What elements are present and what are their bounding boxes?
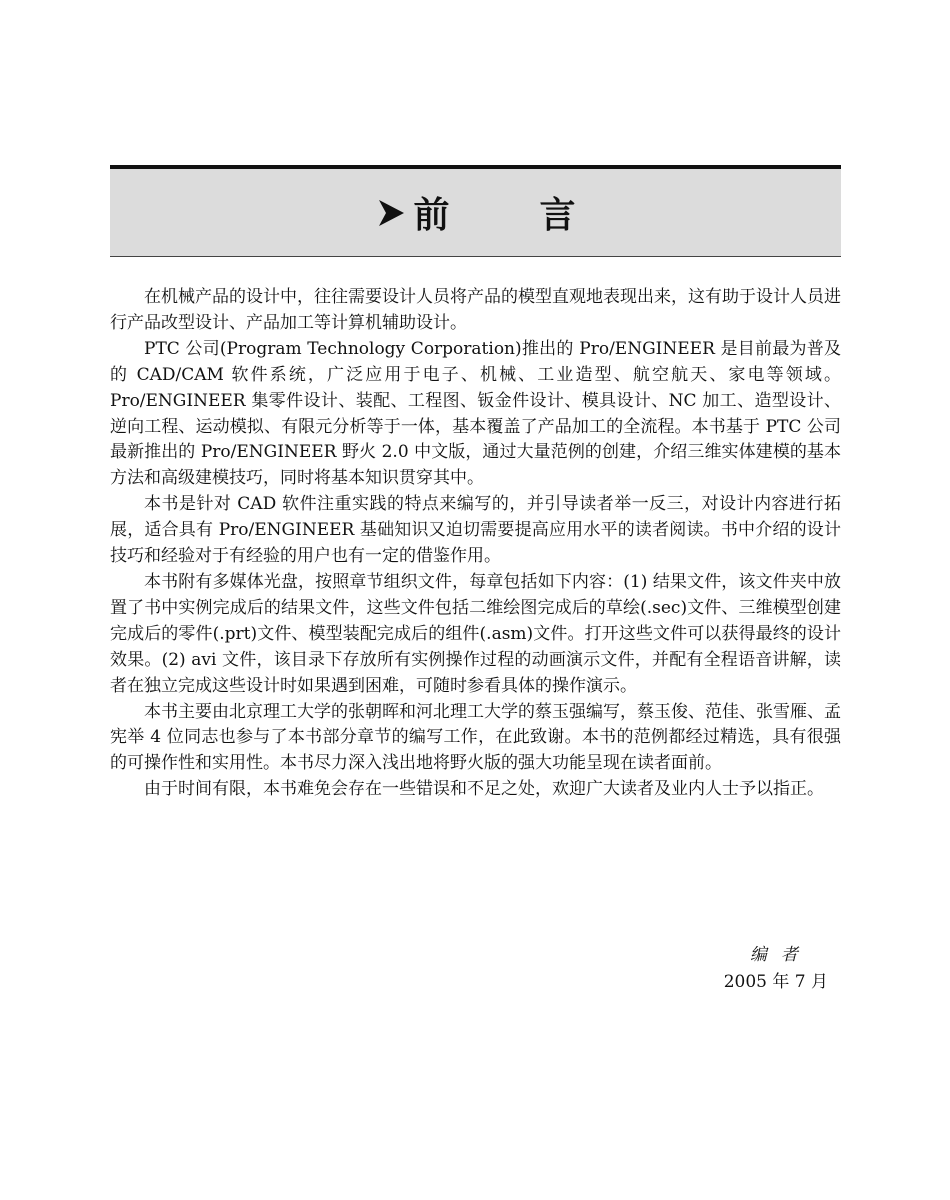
title-bar <box>110 165 841 257</box>
paragraph-5: 本书主要由北京理工大学的张朝晖和河北理工大学的蔡玉强编写，蔡玉俊、范佳、张雪雁、孟宪举 4 位同志也参与了本书部分章节的编写工作，在此致谢。本书的范例都经过精选，具有很强的可操作性和实用性。本书尽力深入浅出地将野火版的强大功能呈现在读者面前。 <box>110 701 841 774</box>
paragraph-2: PTC 公司(Program Technology Corporation)推出的 Pro/ENGINEER 是目前最为普及的 CAD/CAM 软件系统，广泛应用于电子、机械、工业造型、航空航天、家电等领域。Pro/ENGINEER 集零件设计、装配、工程图、钣金件设计、模具设计、NC 加工、造型设计、逆向工程、运动模拟、有限元分析等于一体，基本覆盖了产品加工的全流程。本书基于 PTC 公司最新推出的 Pro/ENGINEER 野火 2.0 中文版，通过大量范例的创建，介绍三维实体建模的基本方法和高级建模技巧，同时将基本知识贯穿其中。 <box>110 338 841 489</box>
signature-date: 2005 年 7 月 <box>723 972 828 992</box>
signature-block <box>724 942 828 996</box>
title-first-char: 前 <box>413 195 450 236</box>
paragraph-3: 本书是针对 CAD 软件注重实践的特点来编写的，并引导读者举一反三，对设计内容进行拓展，适合具有 Pro/ENGINEER 基础知识又迫切需要提高应用水平的读者阅读。书中介绍的设计技巧和经验对于有经验的用户也有一定的借鉴作用。 <box>110 494 841 567</box>
title-second-char: 言 <box>539 195 576 236</box>
page-title <box>375 187 575 238</box>
signature-author: 编者 <box>749 945 812 965</box>
paragraph-6: 由于时间有限，本书难免会存在一些错误和不足之处，欢迎广大读者及业内人士予以指正。 <box>144 779 824 800</box>
arrow-right-icon <box>375 197 407 229</box>
paragraph-4: 本书附有多媒体光盘，按照章节组织文件，每章包括如下内容：(1) 结果文件，该文件夹中放置了书中实例完成后的结果文件，这些文件包括二维绘图完成后的草绘(.sec)文件、三维模型创建完成后的零件(.prt)文件、模型装配完成后的组件(.asm)文件。打开这些文件可以获得最终的设计效果。(2) avi 文件，该目录下存放所有实例操作过程的动画演示文件，并配有全程语音讲解，读者在独立完成这些设计时如果遇到困难，可随时参看具体的操作演示。 <box>110 571 841 696</box>
preface-body <box>110 285 841 803</box>
paragraph-1: 在机械产品的设计中，往往需要设计人员将产品的模型直观地表现出来，这有助于设计人员进行产品改型设计、产品加工等计算机辅助设计。 <box>110 287 841 333</box>
